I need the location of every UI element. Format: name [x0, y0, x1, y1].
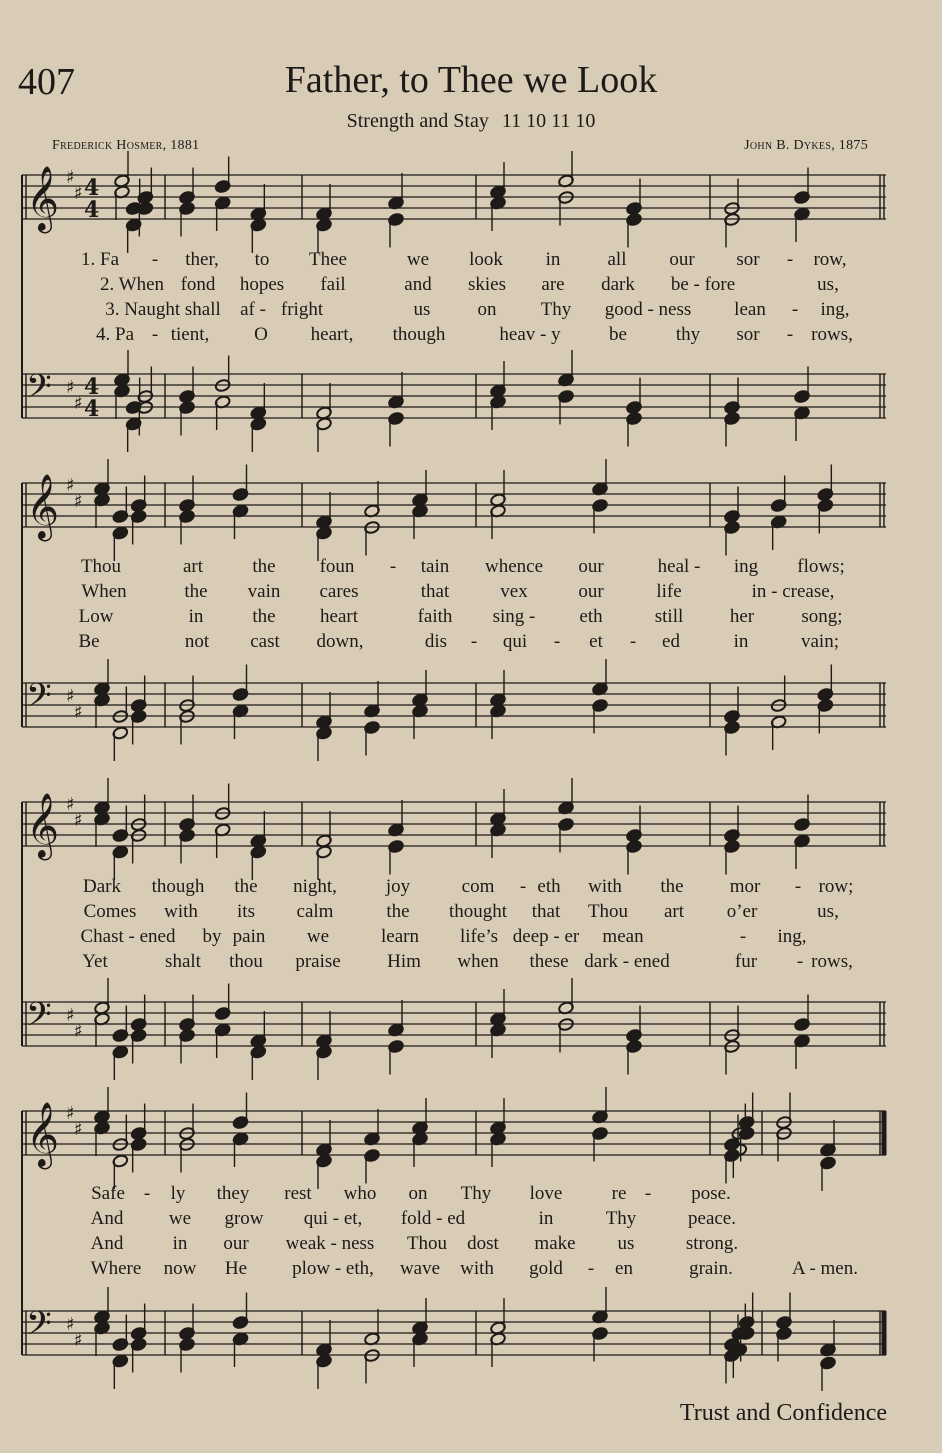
lyric-syllable: all: [607, 249, 627, 270]
lyric-syllable: who: [343, 1183, 377, 1204]
lyric-verse-4: [0, 951, 942, 975]
lyric-syllable: cast: [250, 631, 280, 652]
lyric-syllable: vain;: [801, 631, 839, 652]
lyric-syllable: -: [151, 324, 159, 345]
lyric-syllable: lean: [734, 299, 766, 320]
lyric-syllable: in: [733, 631, 749, 652]
lyric-syllable: calm: [296, 901, 334, 922]
lyric-syllable: learn: [381, 926, 419, 947]
lyric-syllable: af -: [240, 299, 266, 320]
lyric-syllable: our: [578, 556, 604, 577]
lyric-syllable: -: [786, 249, 794, 270]
lyric-syllable: Thy: [460, 1183, 492, 1204]
lyric-syllable: Chast - ened: [80, 926, 176, 947]
lyric-syllable: that: [420, 581, 450, 602]
lyric-verse-3: [0, 926, 942, 950]
lyric-syllable: gold: [529, 1258, 563, 1279]
lyric-syllable: peace.: [688, 1208, 736, 1229]
lyric-syllable: are: [541, 274, 565, 295]
tune-name: Strength and Stay: [346, 110, 489, 132]
lyric-syllable: com: [461, 876, 495, 897]
lyric-syllable: that: [531, 901, 561, 922]
lyric-syllable: our: [578, 581, 604, 602]
lyric-verse-1: [0, 556, 942, 580]
lyric-syllable: flows;: [797, 556, 845, 577]
lyric-syllable: sing -: [492, 606, 536, 627]
lyric-syllable: in - crease,: [751, 581, 835, 602]
lyric-syllable: dost: [467, 1233, 499, 1254]
lyric-syllable: though: [151, 876, 205, 897]
lyric-syllable: joy: [385, 876, 411, 897]
lyric-syllable: ing,: [820, 299, 850, 320]
sharp-icon: ♯: [66, 167, 75, 188]
lyric-syllable: we: [168, 1208, 192, 1229]
time-signature: 4: [84, 396, 100, 422]
lyric-syllable: thought: [448, 901, 508, 922]
lyric-syllable: -: [587, 1258, 595, 1279]
poet-credit: Frederick Hosmer, 1881: [52, 138, 200, 153]
lyric-syllable: et: [589, 631, 603, 652]
bass-clef-icon: 𝄢: [26, 1305, 52, 1351]
lyric-syllable: us,: [817, 274, 839, 295]
sharp-icon: ♯: [66, 686, 75, 707]
lyric-verse-4: [0, 631, 942, 655]
lyric-syllable: deep - er: [512, 926, 580, 947]
hymn-title: Father, to Thee we Look: [284, 59, 658, 101]
sharp-icon: ♯: [74, 393, 83, 414]
lyric-syllable: not: [184, 631, 210, 652]
lyric-syllable: the: [184, 581, 208, 602]
bass-clef-icon: 𝄢: [26, 677, 52, 723]
lyric-syllable: -: [794, 876, 802, 897]
sharp-icon: ♯: [66, 1103, 75, 1124]
sharp-icon: ♯: [74, 702, 83, 723]
lyric-syllable: our: [223, 1233, 249, 1254]
lyric-syllable: they: [216, 1183, 250, 1204]
lyric-syllable: ing,: [777, 926, 807, 947]
lyric-syllable: row,: [813, 249, 847, 270]
lyric-syllable: fail: [320, 274, 346, 295]
lyric-syllable: be - fore: [670, 274, 736, 295]
lyric-syllable: love: [529, 1183, 563, 1204]
lyric-syllable: life’s: [460, 926, 498, 947]
lyric-syllable: tient,: [170, 324, 210, 345]
sharp-icon: ♯: [66, 475, 75, 496]
lyric-syllable: heav - y: [499, 324, 561, 345]
lyric-syllable: mor: [729, 876, 761, 897]
lyric-syllable: us: [413, 299, 431, 320]
lyric-syllable: these: [529, 951, 569, 972]
lyric-syllable: heart: [320, 606, 358, 627]
lyric-syllable: Yet: [82, 951, 108, 972]
lyric-syllable: en: [615, 1258, 633, 1279]
lyric-syllable: rows,: [811, 951, 853, 972]
lyric-syllable: grain.: [689, 1258, 733, 1279]
lyric-syllable: Him: [387, 951, 421, 972]
sharp-icon: ♯: [74, 183, 83, 204]
lyric-syllable: in: [545, 249, 561, 270]
time-signature: 4: [84, 374, 100, 400]
lyric-syllable: us,: [817, 901, 839, 922]
lyric-syllable: -: [519, 876, 527, 897]
lyric-syllable: the: [234, 876, 258, 897]
lyric-syllable: dark: [601, 274, 635, 295]
lyric-verse-2: [0, 1208, 942, 1232]
lyric-syllable: -: [470, 631, 478, 652]
topic-label: Trust and Confidence: [679, 1400, 887, 1426]
lyric-syllable: our: [669, 249, 695, 270]
lyric-syllable: its: [237, 901, 255, 922]
lyric-syllable: plow - eth,: [292, 1258, 374, 1279]
lyric-syllable: cares: [319, 581, 359, 602]
lyric-syllable: her: [729, 606, 755, 627]
lyric-syllable: ed: [662, 631, 680, 652]
lyric-syllable: skies: [468, 274, 506, 295]
sharp-icon: ♯: [74, 1021, 83, 1042]
lyric-syllable: hopes: [239, 274, 285, 295]
lyric-syllable: thou: [229, 951, 263, 972]
lyric-syllable: O: [254, 324, 268, 345]
lyric-syllable: eth: [537, 876, 561, 897]
lyric-syllable: -: [151, 249, 159, 270]
lyric-syllable: 1. Fa: [81, 249, 119, 270]
lyric-syllable: the: [252, 556, 276, 577]
lyric-syllable: pain: [232, 926, 266, 947]
lyric-syllable: He: [224, 1258, 248, 1279]
lyric-syllable: when: [457, 951, 499, 972]
lyric-syllable: 3. Naught shall: [105, 299, 221, 320]
lyric-syllable: sor: [736, 249, 760, 270]
lyric-syllable: us: [617, 1233, 635, 1254]
lyric-syllable: Thy: [605, 1208, 637, 1229]
lyric-syllable: in: [538, 1208, 554, 1229]
lyric-syllable: with: [460, 1258, 494, 1279]
lyric-syllable: And: [90, 1233, 124, 1254]
lyric-syllable: Thee: [309, 249, 347, 270]
time-signature: 4: [84, 175, 100, 201]
sharp-icon: ♯: [66, 1005, 75, 1026]
lyric-syllable: night,: [293, 876, 337, 897]
lyric-verse-2: [0, 274, 942, 298]
lyric-syllable: o’er: [726, 901, 758, 922]
sharp-icon: ♯: [74, 1330, 83, 1351]
lyric-syllable: though: [392, 324, 446, 345]
lyric-syllable: with: [588, 876, 622, 897]
lyric-verse-3: [0, 299, 942, 323]
lyric-syllable: to: [254, 249, 270, 270]
lyric-syllable: -: [644, 1183, 652, 1204]
lyric-syllable: the: [660, 876, 684, 897]
lyric-syllable: look: [469, 249, 503, 270]
lyric-syllable: A - men.: [792, 1258, 858, 1279]
lyric-syllable: dis: [424, 631, 448, 652]
lyric-syllable: shalt: [165, 951, 201, 972]
lyric-syllable: ing: [733, 556, 759, 577]
lyric-syllable: heal -: [657, 556, 701, 577]
lyric-syllable: -: [739, 926, 747, 947]
lyric-syllable: life: [656, 581, 682, 602]
lyric-syllable: wave: [399, 1258, 441, 1279]
lyric-syllable: ther,: [185, 249, 219, 270]
lyric-syllable: -: [796, 951, 804, 972]
lyric-syllable: vex: [500, 581, 528, 602]
lyric-syllable: make: [534, 1233, 576, 1254]
lyric-syllable: Thou: [80, 556, 122, 577]
lyric-syllable: and: [404, 274, 432, 295]
lyric-syllable: rows,: [811, 324, 853, 345]
sharp-icon: ♯: [74, 810, 83, 831]
lyric-syllable: Thou: [587, 901, 629, 922]
lyric-verse-1: [0, 249, 942, 273]
lyric-syllable: with: [164, 901, 198, 922]
lyric-syllable: pose.: [691, 1183, 731, 1204]
lyric-syllable: -: [791, 299, 799, 320]
lyric-syllable: fur: [734, 951, 758, 972]
lyric-verse-1: [0, 1183, 942, 1207]
lyric-syllable: art: [182, 556, 204, 577]
lyric-syllable: art: [663, 901, 685, 922]
treble-clef-icon: 𝄞: [26, 793, 60, 858]
lyric-syllable: praise: [295, 951, 341, 972]
lyric-syllable: Thou: [406, 1233, 448, 1254]
lyric-syllable: down,: [316, 631, 364, 652]
lyric-syllable: And: [90, 1208, 124, 1229]
lyric-syllable: be: [609, 324, 627, 345]
lyric-syllable: qui - et,: [303, 1208, 363, 1229]
lyric-syllable: the: [386, 901, 410, 922]
lyric-syllable: dark - ened: [584, 951, 670, 972]
lyric-syllable: fright: [280, 299, 324, 320]
lyric-syllable: fold - ed: [400, 1208, 466, 1229]
lyric-syllable: on: [477, 299, 497, 320]
lyric-syllable: row;: [818, 876, 854, 897]
lyric-syllable: on: [408, 1183, 428, 1204]
treble-clef-icon: 𝄞: [26, 474, 60, 539]
lyric-syllable: thy: [675, 324, 701, 345]
lyric-syllable: still: [654, 606, 684, 627]
lyric-syllable: mean: [602, 926, 644, 947]
lyric-verse-3: [0, 606, 942, 630]
lyric-verse-4: [0, 324, 942, 348]
lyric-syllable: fond: [180, 274, 216, 295]
lyric-syllable: good - ness: [604, 299, 692, 320]
lyric-syllable: song;: [801, 606, 843, 627]
bass-clef-icon: 𝄢: [26, 368, 52, 414]
lyric-syllable: 4. Pa: [96, 324, 134, 345]
lyric-verse-1: [0, 876, 942, 900]
lyric-syllable: we: [306, 926, 330, 947]
lyric-verse-2: [0, 901, 942, 925]
lyric-syllable: the: [252, 606, 276, 627]
sharp-icon: ♯: [66, 794, 75, 815]
meter: 11 10 11 10: [501, 110, 596, 132]
lyric-syllable: vain: [247, 581, 281, 602]
sharp-icon: ♯: [74, 1119, 83, 1140]
lyric-syllable: now: [163, 1258, 197, 1279]
lyric-verse-4: [0, 1258, 942, 1282]
lyric-syllable: qui: [502, 631, 528, 652]
lyric-syllable: Comes: [83, 901, 137, 922]
lyric-syllable: -: [786, 324, 794, 345]
lyric-syllable: strong.: [685, 1233, 739, 1254]
lyric-syllable: weak - ness: [285, 1233, 375, 1254]
lyric-syllable: Where: [90, 1258, 142, 1279]
lyric-syllable: -: [143, 1183, 151, 1204]
lyric-syllable: we: [406, 249, 430, 270]
lyric-syllable: sor: [736, 324, 760, 345]
lyric-verse-3: [0, 1233, 942, 1257]
composer-credit: John B. Dykes, 1875: [744, 138, 868, 153]
lyric-syllable: in: [188, 606, 204, 627]
lyric-syllable: in: [172, 1233, 188, 1254]
lyric-syllable: -: [553, 631, 561, 652]
lyric-syllable: whence: [484, 556, 544, 577]
lyric-syllable: -: [629, 631, 637, 652]
treble-clef-icon: 𝄞: [26, 1102, 60, 1167]
lyric-syllable: Low: [78, 606, 114, 627]
time-signature: 4: [84, 197, 100, 223]
treble-clef-icon: 𝄞: [26, 166, 60, 231]
lyric-syllable: 2. When: [99, 274, 165, 295]
hymn-number: 407: [18, 61, 75, 103]
lyric-syllable: tain: [420, 556, 450, 577]
lyric-syllable: re: [611, 1183, 627, 1204]
lyric-syllable: foun: [319, 556, 355, 577]
bass-clef-icon: 𝄢: [26, 996, 52, 1042]
lyric-syllable: ly: [170, 1183, 186, 1204]
lyric-syllable: When: [81, 581, 127, 602]
lyric-syllable: -: [389, 556, 397, 577]
lyric-syllable: Be: [78, 631, 100, 652]
lyric-syllable: heart,: [310, 324, 354, 345]
sharp-icon: ♯: [66, 377, 75, 398]
lyric-verse-2: [0, 581, 942, 605]
lyric-syllable: Dark: [83, 876, 121, 897]
sharp-icon: ♯: [74, 491, 83, 512]
lyric-syllable: faith: [417, 606, 453, 627]
lyric-syllable: rest: [284, 1183, 312, 1204]
lyric-syllable: eth: [579, 606, 603, 627]
sharp-icon: ♯: [66, 1314, 75, 1335]
lyric-syllable: by: [202, 926, 222, 947]
lyric-syllable: Thy: [540, 299, 572, 320]
lyric-syllable: grow: [224, 1208, 264, 1229]
lyric-syllable: Safe: [91, 1183, 125, 1204]
